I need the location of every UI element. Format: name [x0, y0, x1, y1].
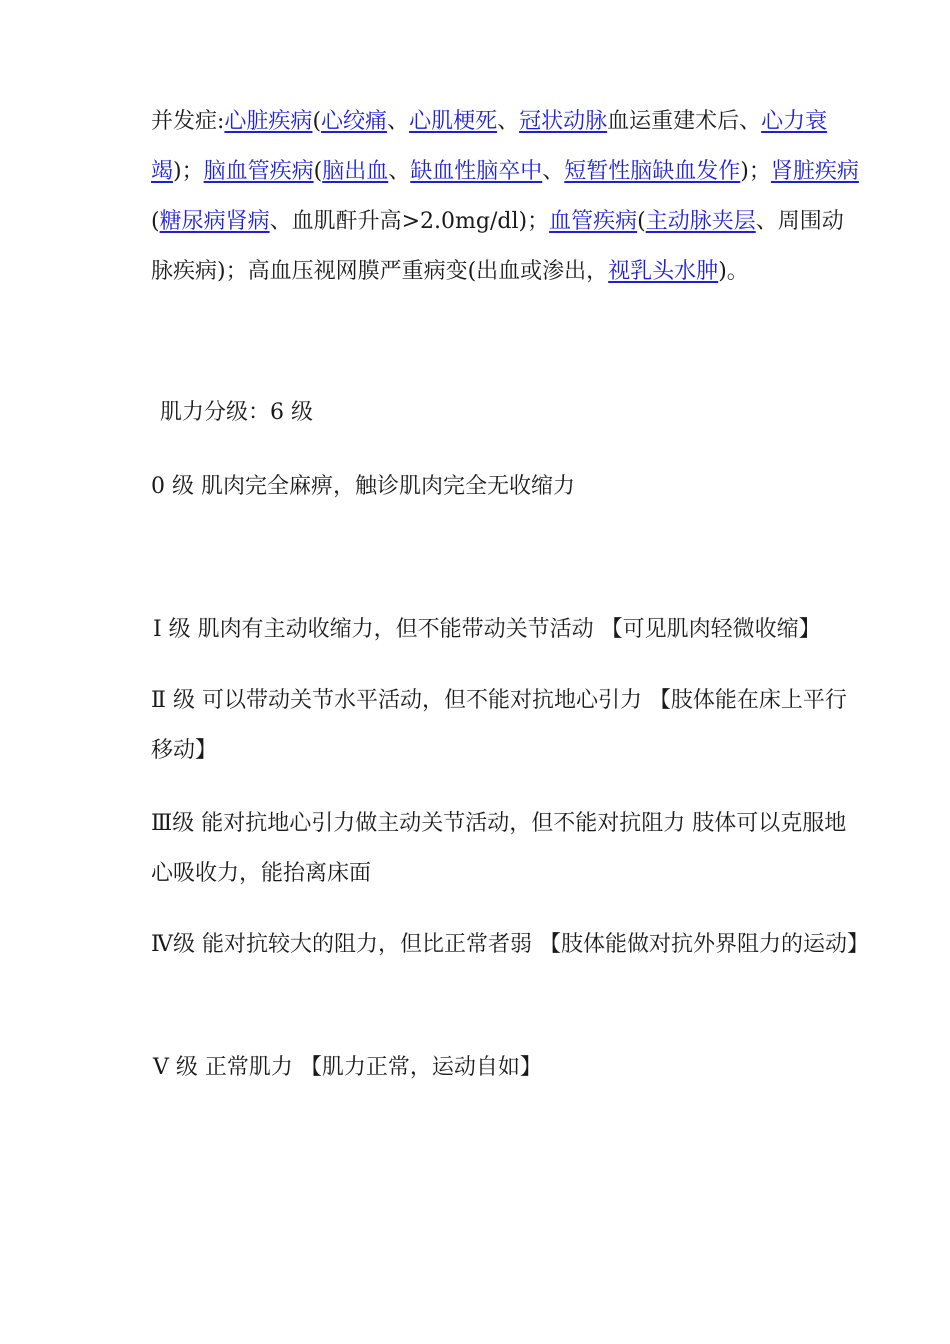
text-segment: )；: [173, 159, 204, 184]
link-papilledema[interactable]: 视乳头水肿: [608, 259, 719, 284]
text-segment: 、: [497, 109, 520, 134]
grade-5-text: Ⅴ 级 正常肌力 【肌力正常，运动自如】: [153, 1055, 542, 1080]
link-heart-disease[interactable]: 心脏疾病: [224, 109, 313, 134]
link-coronary-artery[interactable]: 冠状动脉: [519, 109, 608, 134]
complications-paragraph: [151, 97, 861, 297]
text-segment: 血运重建术后、: [607, 109, 762, 134]
grade-0-text: 0 级 肌肉完全麻痹，触诊肌肉完全无收缩力: [151, 474, 575, 499]
text-segment: )。: [718, 259, 749, 284]
text-segment: )；: [740, 159, 771, 184]
link-angina[interactable]: 心绞痛: [321, 109, 388, 134]
text-segment: (: [313, 159, 323, 184]
grade-2-text: Ⅱ 级 可以带动关节水平活动，但不能对抗地心引力 【肢体能在床上平行移动】: [151, 688, 847, 763]
text-segment: 、周围动脉疾病)；高血压视网膜严重病变(出血或渗出，: [151, 209, 844, 284]
link-transient-ischemic-attack[interactable]: 短暂性脑缺血发作: [564, 159, 741, 184]
link-vascular-disease[interactable]: 血管疾病: [549, 209, 638, 234]
link-cerebrovascular-disease[interactable]: 脑血管疾病: [203, 159, 314, 184]
grade-4-text: Ⅳ级 能对抗较大的阻力，但比正常者弱 【肢体能做对抗外界阻力的运动】: [151, 932, 869, 957]
link-diabetic-nephropathy[interactable]: 糖尿病肾病: [159, 209, 270, 234]
text-segment: (: [312, 109, 322, 134]
text-segment: (: [151, 209, 160, 234]
link-ischemic-stroke[interactable]: 缺血性脑卒中: [410, 159, 543, 184]
text-segment: (: [637, 209, 646, 234]
text-segment: 、: [388, 159, 411, 184]
link-aortic-dissection[interactable]: 主动脉夹层: [645, 209, 756, 234]
text-segment: 、: [387, 109, 410, 134]
grade-1-text: Ⅰ 级 肌肉有主动收缩力，但不能带动关节活动 【可见肌肉轻微收缩】: [153, 617, 821, 642]
text-segment: 、: [542, 159, 565, 184]
link-heart-failure[interactable]: 心力衰竭: [151, 109, 828, 184]
link-kidney-disease[interactable]: 肾脏疾病: [770, 159, 859, 184]
text-segment: 、血肌酐升高>2.0mg/dl)；: [269, 209, 550, 234]
link-cerebral-hemorrhage[interactable]: 脑出血: [322, 159, 389, 184]
grade-3-text: Ⅲ级 能对抗地心引力做主动关节活动，但不能对抗阻力 肢体可以克服地心吸收力，能抬离床面: [151, 811, 847, 886]
link-myocardial-infarction[interactable]: 心肌梗死: [409, 109, 498, 134]
complications-label: 并发症:: [151, 109, 225, 134]
muscle-strength-title: 肌力分级：6 级: [160, 400, 313, 425]
